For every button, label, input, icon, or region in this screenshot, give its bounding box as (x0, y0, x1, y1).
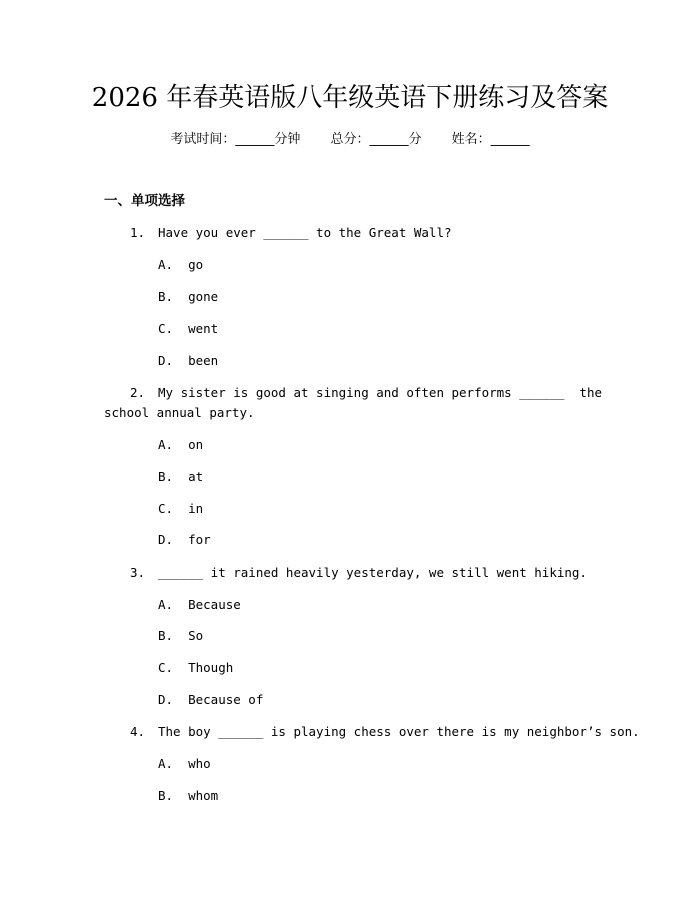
name-blank: ______ (490, 132, 530, 147)
option-c: C. Though (158, 660, 234, 675)
option-d: D. for (158, 532, 211, 547)
option-a: A. go (158, 257, 204, 272)
option-d: D. been (158, 353, 219, 368)
question-text: Have you ever ______ to the Great Wall? (158, 225, 452, 240)
option-c: C. went (158, 321, 219, 336)
question-number: 1. (130, 225, 146, 240)
time-label: 考试时间： (170, 132, 236, 147)
question-number: 3. (130, 565, 146, 580)
option-b: B. whom (158, 788, 219, 803)
time-unit: 分钟 (274, 132, 301, 147)
question-number: 2. (130, 385, 146, 400)
score-unit: 分 (408, 132, 422, 147)
option-b: B. at (158, 469, 204, 484)
option-a: A. on (158, 437, 204, 452)
score-blank: ______ (369, 132, 409, 147)
name-label: 姓名： (451, 132, 491, 147)
option-d: D. Because of (158, 692, 264, 707)
option-b: B. gone (158, 289, 219, 304)
question-text: My sister is good at singing and often performs ______ the (158, 385, 603, 400)
question-text: The boy ______ is playing chess over there is my neighbor’s son. (158, 724, 640, 739)
option-a: A. Because (158, 597, 241, 612)
question-number: 4. (130, 724, 146, 739)
score-label: 总分： (330, 132, 370, 147)
section-heading: 一、单项选择 (104, 193, 185, 209)
option-b: B. So (158, 628, 204, 643)
time-blank: ______ (235, 132, 275, 147)
question-text-continued: school annual party. (104, 405, 255, 420)
option-a: A. who (158, 756, 211, 771)
option-c: C. in (158, 501, 204, 516)
question-text: ______ it rained heavily yesterday, we still went hiking. (158, 565, 587, 580)
page-title: 2026 年春英语版八年级英语下册练习及答案 (91, 83, 609, 113)
exam-info (0, 131, 700, 149)
